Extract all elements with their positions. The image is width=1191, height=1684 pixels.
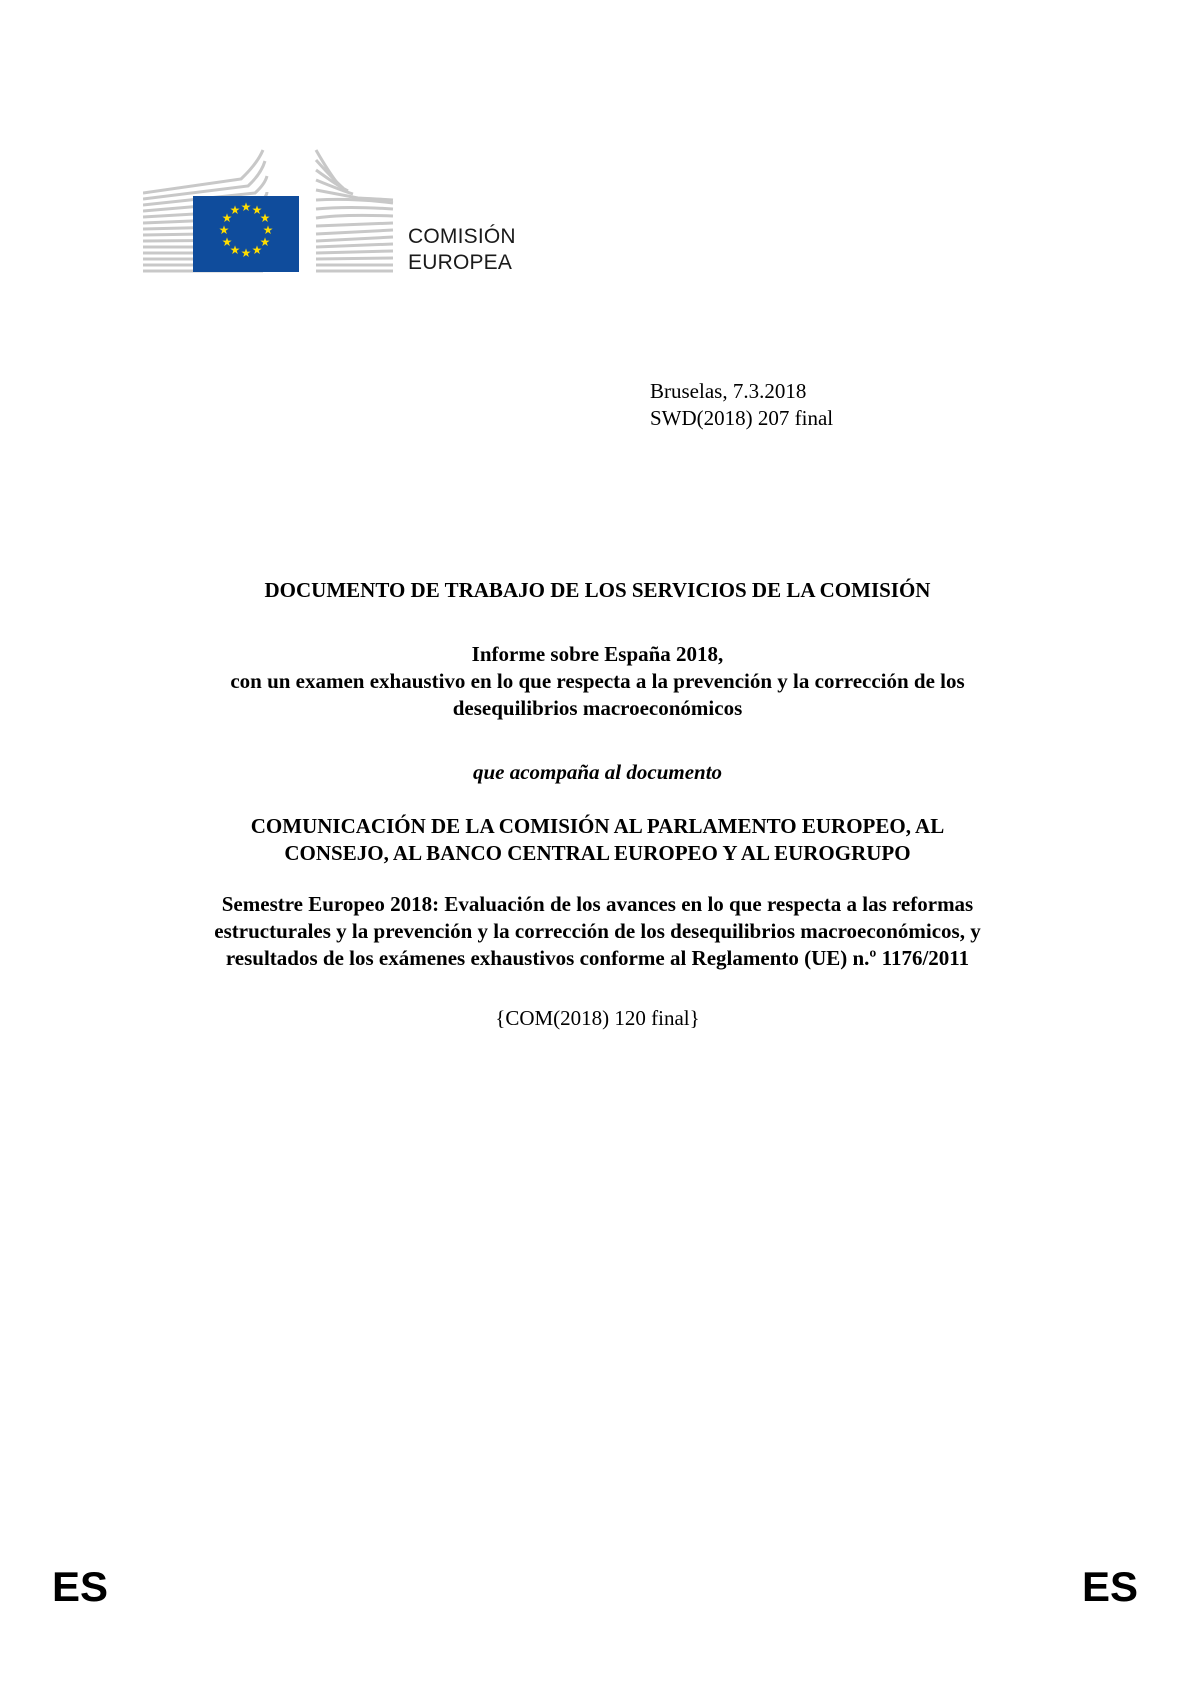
semester-subtitle-line: resultados de los exámenes exhaustivos conforme al Reglamento (UE) n.º 1176/2011 (225, 946, 970, 970)
svg-text:★: ★ (259, 211, 271, 225)
document-number: SWD(2018) 207 final (650, 406, 834, 430)
berlaymont-building-icon (143, 146, 403, 276)
svg-text:★: ★ (229, 203, 241, 217)
semester-subtitle-line: Semestre Europeo 2018: Evaluación de los avances en lo que respecta a las reformas (221, 892, 974, 916)
report-title-line: desequilibrios macroeconómicos (452, 696, 743, 720)
svg-text:★: ★ (251, 243, 263, 257)
communication-title-line: COMUNICACIÓN DE LA COMISIÓN AL PARLAMENTO EUROPEO, AL (250, 814, 945, 838)
svg-text:★: ★ (251, 203, 263, 217)
communication-title-line: CONSEJO, AL BANCO CENTRAL EUROPEO Y AL EUROGRUPO (284, 841, 911, 865)
report-title-line: con un examen exhaustivo en lo que respecta a la prevención y la corrección de los (230, 669, 965, 693)
communication-title (150, 813, 1045, 867)
svg-text:★: ★ (262, 223, 274, 237)
language-code-right: ES (1082, 1563, 1139, 1610)
language-code-left: ES (52, 1563, 109, 1610)
report-title-line: Informe sobre España 2018, (471, 642, 724, 666)
svg-text:★: ★ (221, 211, 233, 225)
related-document-reference: {COM(2018) 120 final} (495, 1006, 700, 1030)
svg-text:★: ★ (240, 246, 252, 260)
organization-name (408, 224, 516, 276)
document-reference-block (650, 378, 833, 432)
place-and-date: Bruselas, 7.3.2018 (650, 379, 807, 403)
svg-text:★: ★ (259, 235, 271, 249)
report-title (150, 641, 1045, 722)
svg-text:★: ★ (218, 223, 230, 237)
svg-text:★: ★ (221, 235, 233, 249)
document-type-title: DOCUMENTO DE TRABAJO DE LOS SERVICIOS DE LA COMISIÓN (264, 578, 931, 602)
accompanying-label: que acompaña al documento (472, 760, 723, 784)
organization-name-line1: COMISIÓN (408, 225, 516, 248)
european-commission-logo (143, 146, 523, 276)
svg-text:★: ★ (240, 200, 252, 214)
organization-name-line2: EUROPEA (408, 251, 513, 274)
semester-subtitle (150, 891, 1045, 972)
semester-subtitle-line: estructurales y la prevención y la corrección de los desequilibrios macroeconómicos, y (214, 919, 981, 943)
svg-text:★: ★ (229, 243, 241, 257)
